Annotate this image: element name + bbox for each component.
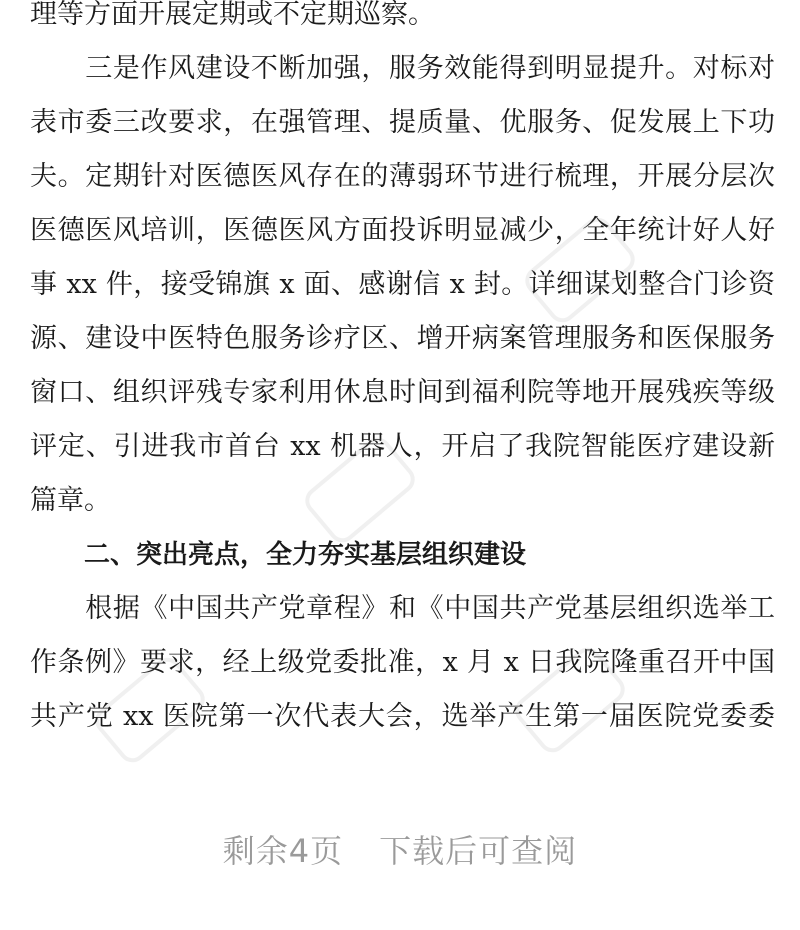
download-prompt[interactable]: [0, 826, 800, 872]
text-line: 篇章。: [30, 485, 111, 516]
text-line: 窗口、组织评残专家利用休息时间到福利院等地开展残疾等级: [30, 377, 775, 408]
text-line: 作条例》要求，经上级党委批准，x 月 x 日我院隆重召开中国: [30, 647, 775, 678]
document-body: [30, 0, 775, 744]
text-line: 共产党 xx 医院第一次代表大会，选举产生第一届医院党委委: [30, 701, 775, 732]
text-line: 表市委三改要求，在强管理、提质量、优服务、促发展上下功: [30, 107, 775, 138]
text-line: 医德医风培训，医德医风方面投诉明显减少，全年统计好人好: [30, 215, 775, 246]
text-line: 源、建设中医特色服务诊疗区、增开病案管理服务和医保服务: [30, 323, 775, 354]
text-line: 夫。定期针对医德医风存在的薄弱环节进行梳理，开展分层次: [30, 161, 775, 192]
download-to-view-text: 下载后可查阅: [379, 832, 578, 870]
section-heading: 二、突出亮点，全力夯实基层组织建设: [84, 540, 527, 570]
text-line: 三是作风建设不断加强，服务效能得到明显提升。对标对: [30, 53, 775, 84]
text-line: 评定、引进我市首台 xx 机器人，开启了我院智能医疗建设新: [30, 431, 775, 462]
remaining-pages-text: 剩余4页: [222, 832, 344, 870]
text-line: 理等方面开展定期或不定期巡察。: [30, 0, 435, 30]
text-line: 根据《中国共产党章程》和《中国共产党基层组织选举工: [30, 593, 775, 624]
text-line: 事 xx 件，接受锦旗 x 面、感谢信 x 封。详细谋划整合门诊资: [30, 269, 775, 300]
